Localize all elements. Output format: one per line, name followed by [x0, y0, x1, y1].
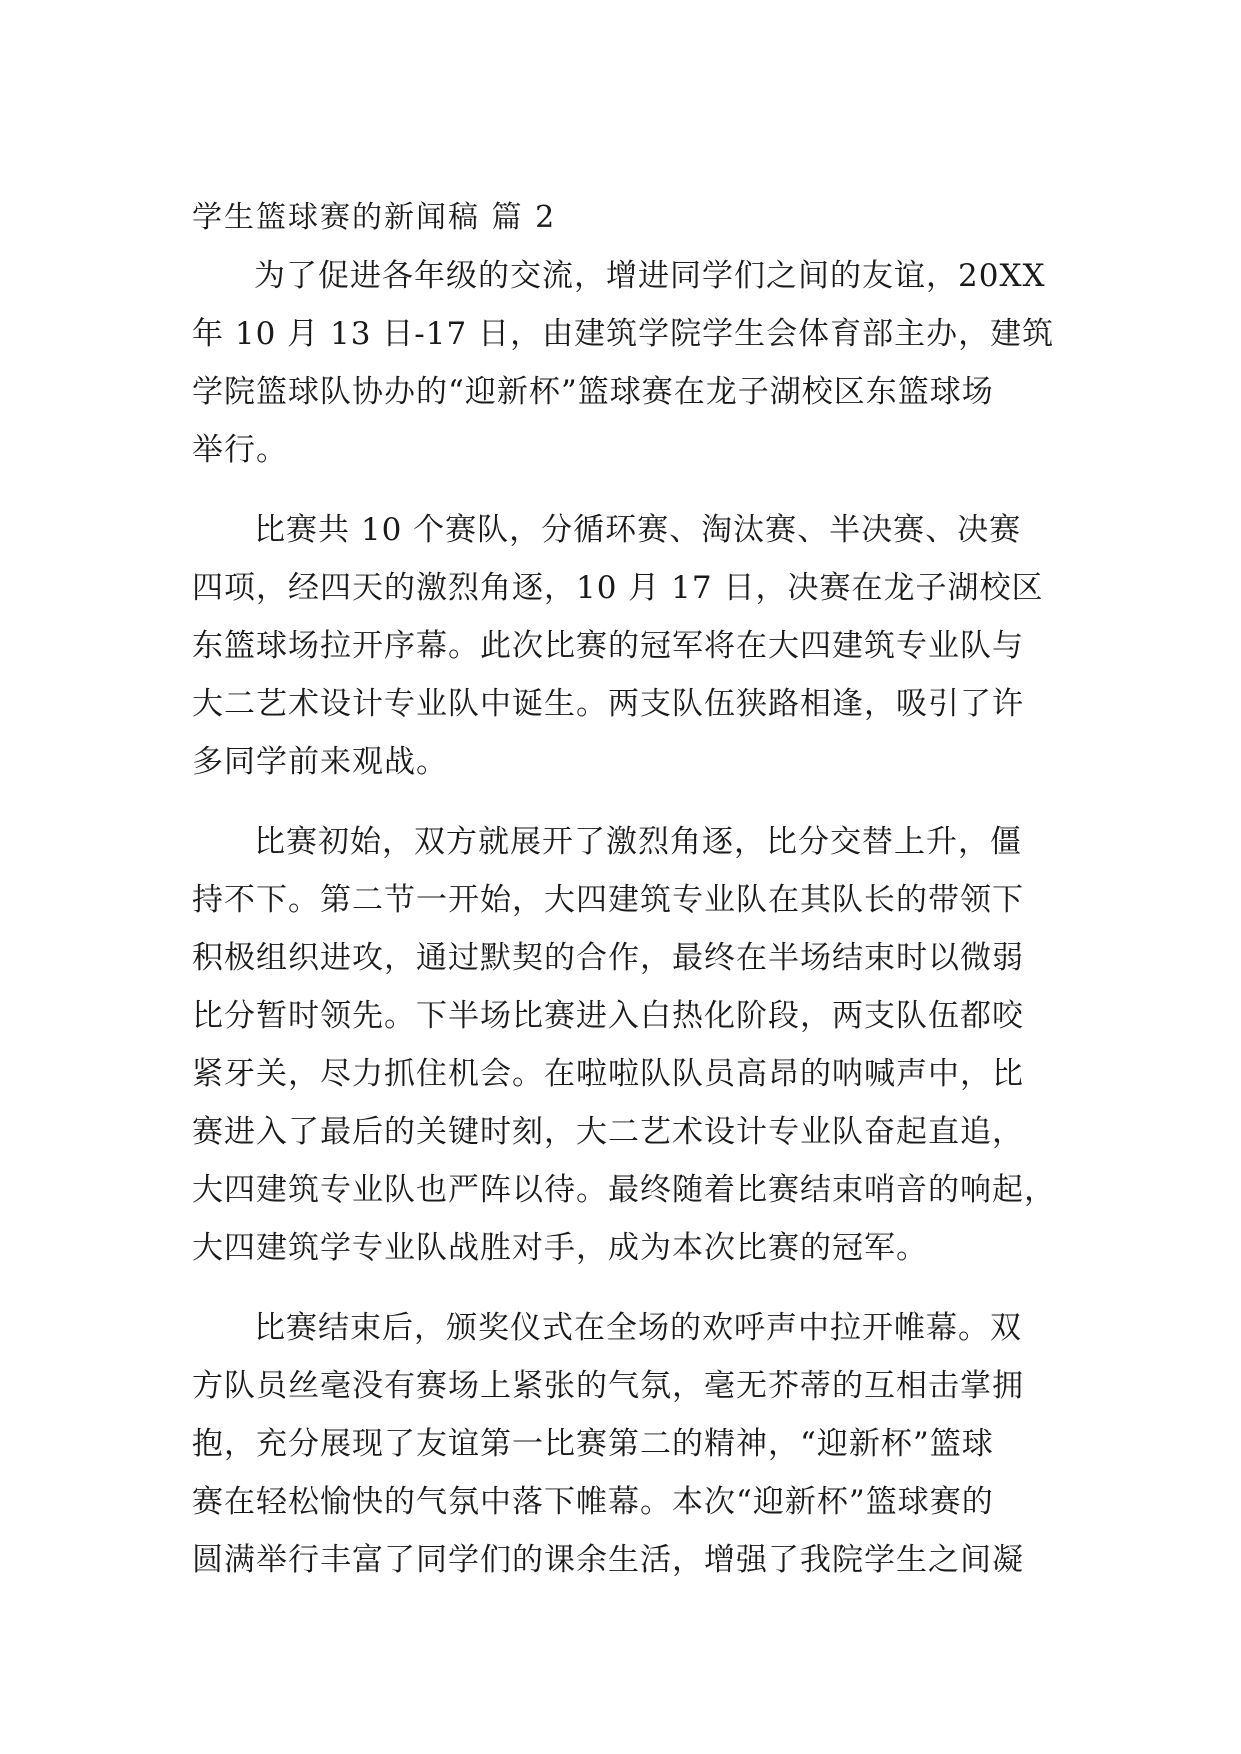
paragraph-4-line-5: 圆满举行丰富了同学们的课余生活，增强了我院学生之间凝: [192, 1542, 1024, 1578]
paragraph-4-line-2: 方队员丝毫没有赛场上紧张的气氛，毫无芥蒂的互相击掌拥: [192, 1368, 1024, 1404]
paragraph-3-line-7: 大四建筑专业队也严阵以待。最终随着比赛结束哨音的响起，: [192, 1172, 1056, 1208]
paragraph-3-line-5: 紧牙关，尽力抓住机会。在啦啦队队员高昂的呐喊声中，比: [192, 1056, 1024, 1092]
paragraph-1-line-2: 年 10 月 13 日-17 日，由建筑学院学生会体育部主办，建筑: [192, 316, 1055, 352]
paragraph-4-line-4: 赛在轻松愉快的气氛中落下帷幕。本次“迎新杯”篮球赛的: [192, 1484, 994, 1520]
paragraph-1-line-3: 学院篮球队协办的“迎新杯”篮球赛在龙子湖校区东篮球场: [192, 374, 994, 410]
paragraph-3-line-4: 比分暂时领先。下半场比赛进入白热化阶段，两支队伍都咬: [192, 998, 1024, 1034]
paragraph-2-line-3: 东篮球场拉开序幕。此次比赛的冠军将在大四建筑专业队与: [192, 628, 1024, 664]
paragraph-4-line-3: 抱，充分展现了友谊第一比赛第二的精神，“迎新杯”篮球: [192, 1426, 994, 1462]
paragraph-1-line-1: 为了促进各年级的交流，增进同学们之间的友谊，20XX: [254, 258, 1046, 294]
paragraph-4-line-1: 比赛结束后，颁奖仪式在全场的欢呼声中拉开帷幕。双: [254, 1310, 1022, 1346]
paragraph-3-line-6: 赛进入了最后的关键时刻，大二艺术设计专业队奋起直追，: [192, 1114, 1024, 1150]
paragraph-2-line-1: 比赛共 10 个赛队，分循环赛、淘汰赛、半决赛、决赛: [254, 512, 1022, 548]
paragraph-2-line-5: 多同学前来观战。: [192, 744, 448, 780]
paragraph-2-line-2: 四项，经四天的激烈角逐，10 月 17 日，决赛在龙子湖校区: [192, 570, 1044, 606]
paragraph-2-line-4: 大二艺术设计专业队中诞生。两支队伍狭路相逢，吸引了许: [192, 686, 1024, 722]
document-title: 学生篮球赛的新闻稿 篇 2: [192, 200, 557, 235]
paragraph-1-line-4: 举行。: [192, 432, 288, 468]
paragraph-3-line-2: 持不下。第二节一开始，大四建筑专业队在其队长的带领下: [192, 882, 1024, 918]
paragraph-3-line-1: 比赛初始，双方就展开了激烈角逐，比分交替上升，僵: [254, 824, 1022, 860]
paragraph-3-line-8: 大四建筑学专业队战胜对手，成为本次比赛的冠军。: [192, 1230, 928, 1266]
paragraph-3-line-3: 积极组织进攻，通过默契的合作，最终在半场结束时以微弱: [192, 940, 1024, 976]
